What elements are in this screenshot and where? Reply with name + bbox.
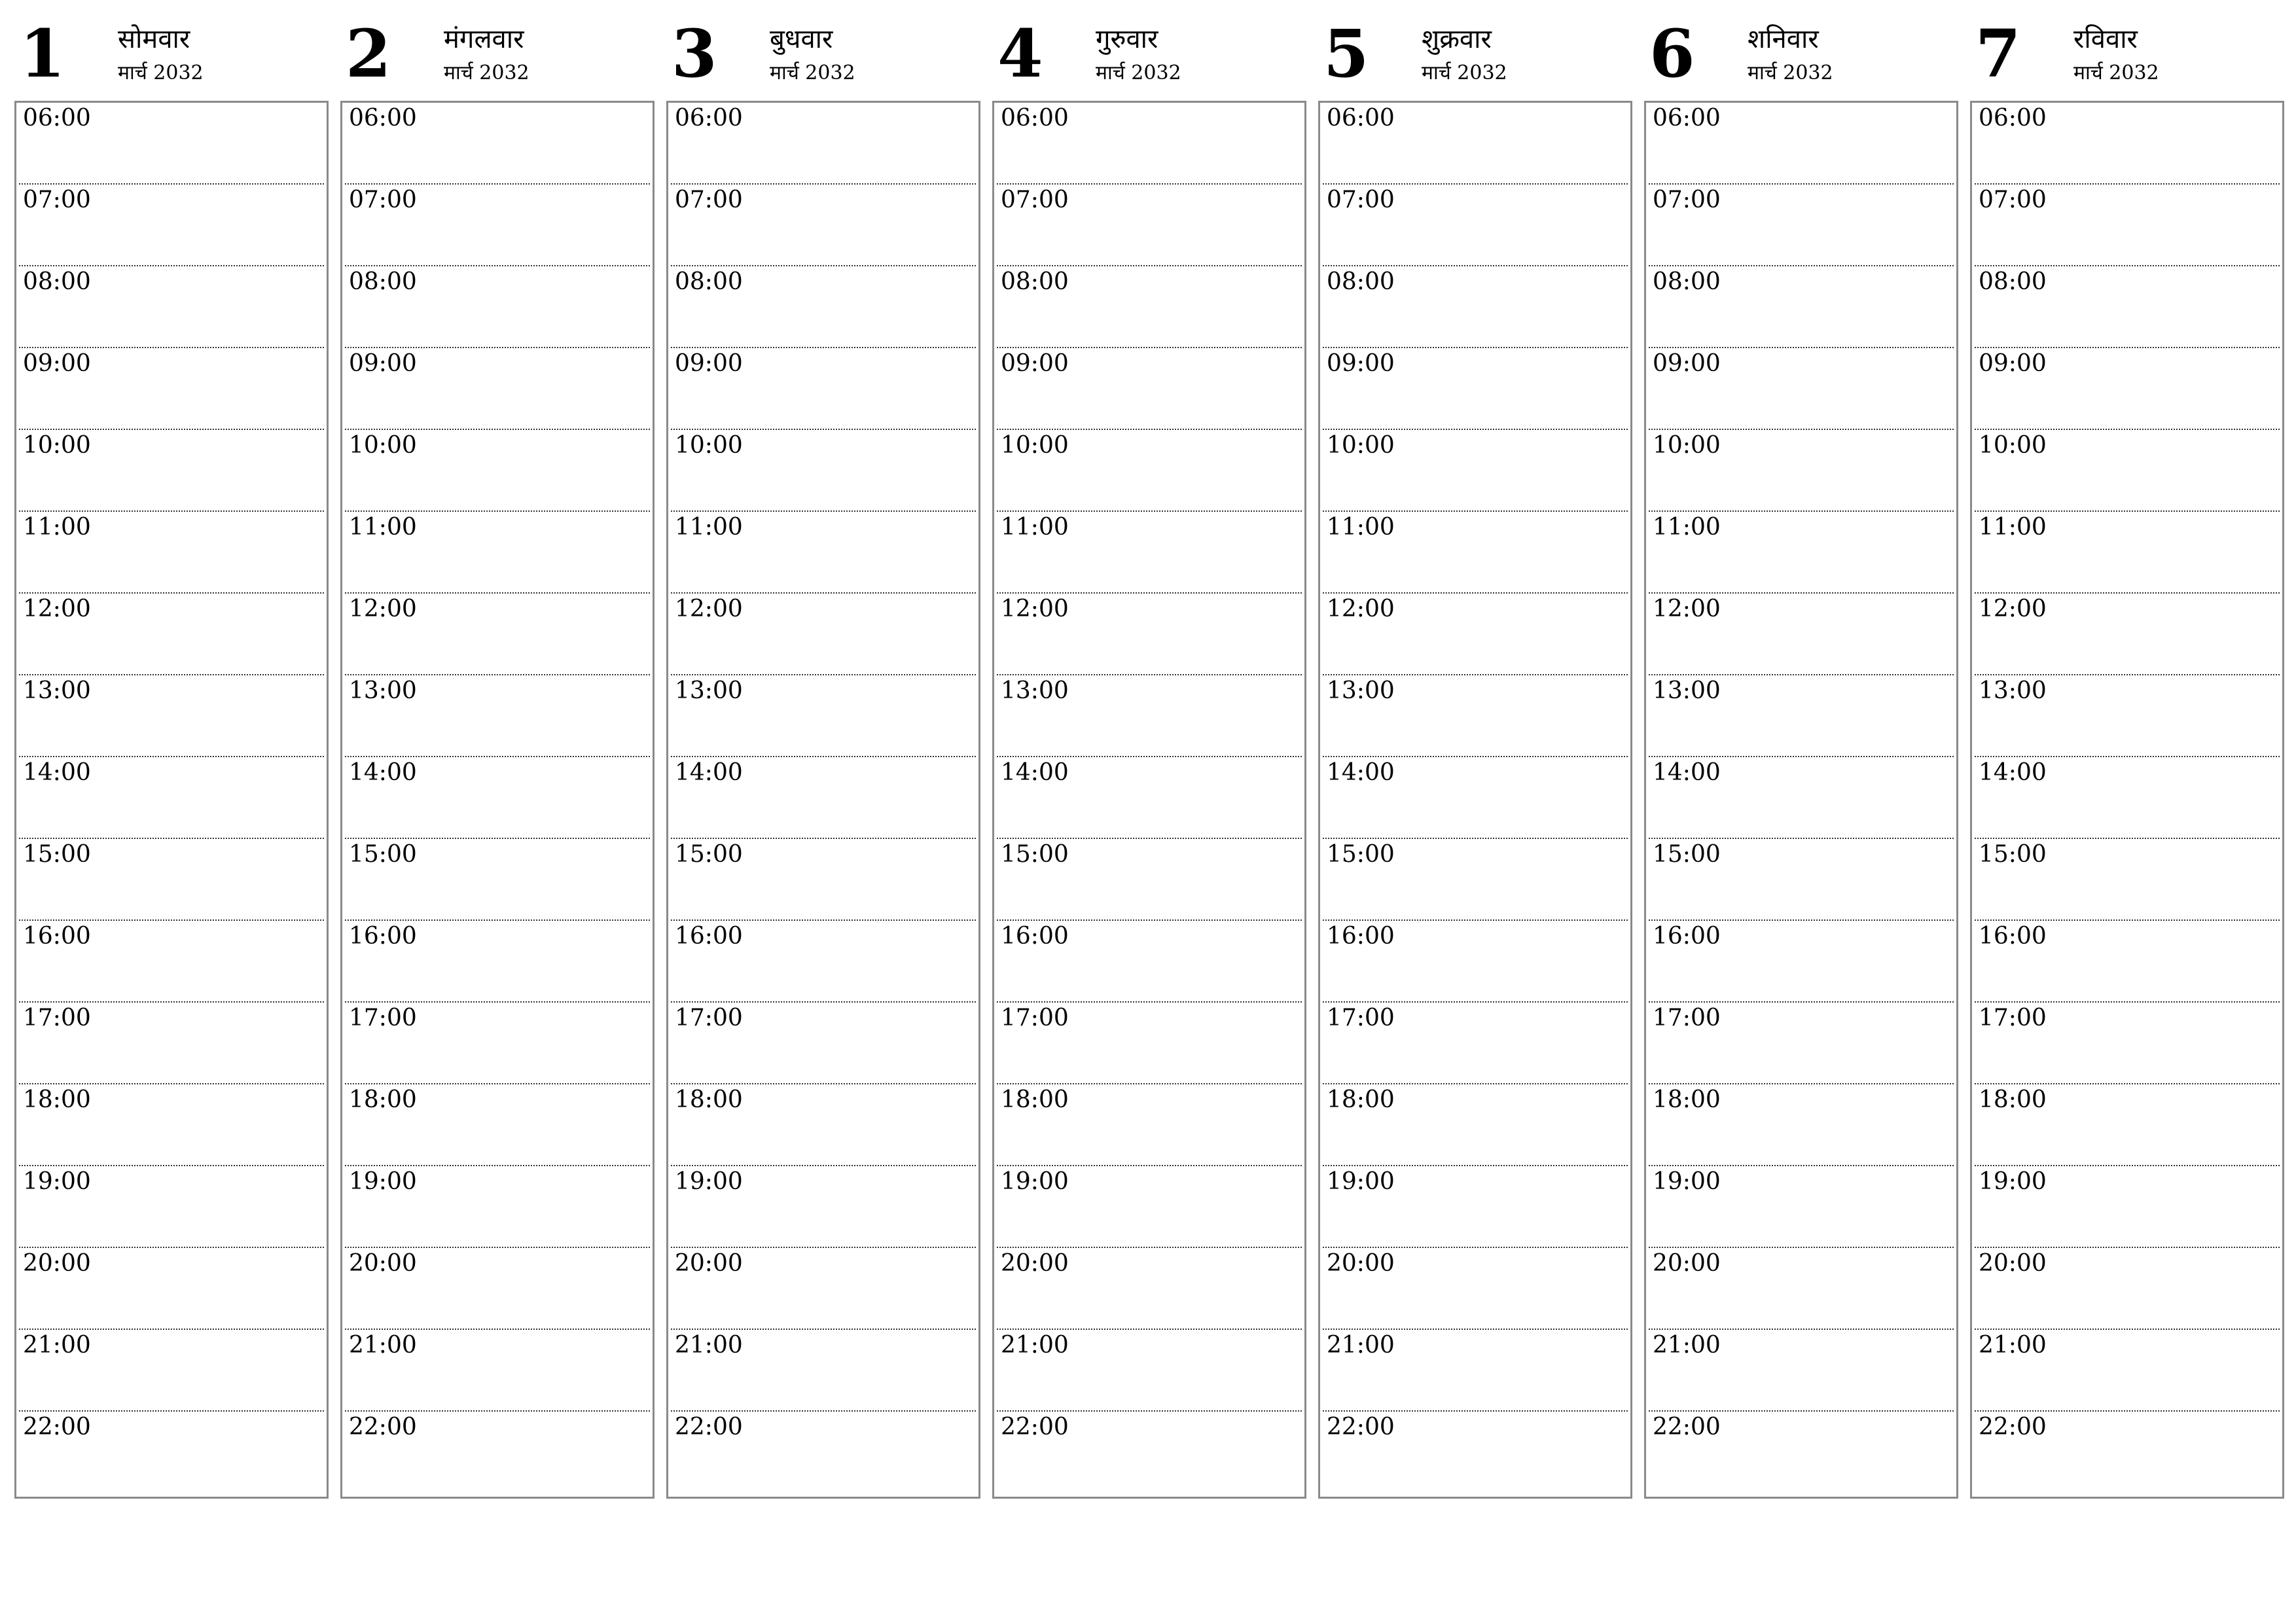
time-label: 18:00 [349,1086,417,1113]
time-slot[interactable] [1972,1412,2282,1493]
time-label: 16:00 [1979,923,2047,950]
time-label: 17:00 [349,1005,417,1031]
time-slot[interactable] [1646,594,1956,675]
time-slot[interactable] [16,594,327,675]
time-slot[interactable] [994,266,1304,348]
time-label: 13:00 [1979,677,2047,704]
time-slot[interactable] [16,1330,327,1412]
time-label: 20:00 [23,1250,91,1277]
time-slot[interactable] [16,757,327,839]
time-slot[interactable] [1972,103,2282,185]
time-slot[interactable] [1646,185,1956,266]
day-column [992,0,1305,1499]
time-label: 19:00 [349,1168,417,1195]
time-label: 13:00 [1001,677,1069,704]
time-slot[interactable] [1972,594,2282,675]
time-label: 11:00 [1001,514,1069,541]
time-slot[interactable] [1320,266,1630,348]
time-slot[interactable] [1646,512,1956,594]
time-slot[interactable] [1972,1084,2282,1166]
time-slot[interactable] [342,921,653,1003]
time-slot[interactable] [668,512,978,594]
day-header [1318,0,1631,98]
time-slot[interactable] [668,348,978,430]
time-label: 17:00 [1979,1005,2047,1031]
day-number: 6 [1649,15,1695,92]
time-label: 11:00 [349,514,417,541]
month-year-label: मार्च 2032 [770,62,855,84]
day-schedule-box [666,101,980,1499]
time-label: 19:00 [1979,1168,2047,1195]
time-label: 22:00 [349,1414,417,1440]
time-label: 08:00 [23,268,91,295]
time-slot[interactable] [1972,266,2282,348]
time-slot[interactable] [1972,1003,2282,1084]
time-slot[interactable] [994,430,1304,512]
day-header [1970,0,2283,98]
time-slot[interactable] [1646,921,1956,1003]
day-number: 5 [1323,15,1369,92]
day-number: 2 [346,15,391,92]
day-header [992,0,1305,98]
time-slot[interactable] [16,839,327,921]
day-schedule-box [992,101,1306,1499]
time-label: 15:00 [23,841,91,868]
time-label: 06:00 [1327,105,1395,132]
time-slot[interactable] [16,103,327,185]
time-slot[interactable] [1320,1084,1630,1166]
time-label: 11:00 [1327,514,1395,541]
month-year-label: मार्च 2032 [1748,62,1833,84]
time-slot[interactable] [994,1412,1304,1493]
time-label: 09:00 [1979,350,2047,377]
time-slot[interactable] [342,348,653,430]
time-slot[interactable] [16,675,327,757]
time-slot[interactable] [1320,1330,1630,1412]
time-label: 10:00 [1979,432,2047,459]
time-slot[interactable] [1646,1003,1956,1084]
time-label: 20:00 [349,1250,417,1277]
time-slot[interactable] [342,185,653,266]
time-slot[interactable] [16,1084,327,1166]
time-slot[interactable] [1972,1248,2282,1330]
time-label: 19:00 [23,1168,91,1195]
time-label: 18:00 [1327,1086,1395,1113]
time-slot[interactable] [342,839,653,921]
time-slot[interactable] [16,430,327,512]
time-label: 14:00 [1327,759,1395,786]
time-slot[interactable] [994,1003,1304,1084]
time-label: 16:00 [1653,923,1721,950]
time-slot[interactable] [1320,103,1630,185]
time-label: 18:00 [675,1086,743,1113]
time-label: 14:00 [23,759,91,786]
time-label: 15:00 [1979,841,2047,868]
time-slot[interactable] [1972,1166,2282,1248]
time-label: 14:00 [675,759,743,786]
time-label: 17:00 [1653,1005,1721,1031]
time-label: 17:00 [1001,1005,1069,1031]
time-slot[interactable] [1972,348,2282,430]
time-label: 13:00 [1327,677,1395,704]
day-header [340,0,653,98]
time-slot[interactable] [1646,266,1956,348]
time-label: 12:00 [23,596,91,622]
time-label: 11:00 [23,514,91,541]
day-number: 1 [20,15,65,92]
time-label: 09:00 [675,350,743,377]
time-slot[interactable] [994,921,1304,1003]
time-label: 07:00 [349,187,417,213]
time-label: 06:00 [1001,105,1069,132]
time-slot[interactable] [994,185,1304,266]
time-label: 08:00 [1001,268,1069,295]
time-label: 15:00 [1001,841,1069,868]
time-label: 13:00 [349,677,417,704]
month-year-label: मार्च 2032 [118,62,204,84]
time-label: 21:00 [1979,1332,2047,1359]
time-slot[interactable] [1972,430,2282,512]
time-slot[interactable] [1320,757,1630,839]
day-schedule-box [1970,101,2284,1499]
time-label: 11:00 [1979,514,2047,541]
time-slot[interactable] [668,1003,978,1084]
time-slot[interactable] [994,839,1304,921]
time-label: 13:00 [1653,677,1721,704]
time-label: 11:00 [1653,514,1721,541]
time-label: 22:00 [1979,1414,2047,1440]
time-label: 08:00 [349,268,417,295]
day-column [1644,0,1957,1499]
time-label: 16:00 [23,923,91,950]
time-slot[interactable] [1320,430,1630,512]
time-label: 19:00 [1653,1168,1721,1195]
time-slot[interactable] [16,348,327,430]
time-slot[interactable] [994,1084,1304,1166]
time-slot[interactable] [668,675,978,757]
time-slot[interactable] [1320,1003,1630,1084]
time-label: 22:00 [1327,1414,1395,1440]
time-label: 10:00 [675,432,743,459]
time-label: 10:00 [1327,432,1395,459]
time-slot[interactable] [16,266,327,348]
time-label: 10:00 [23,432,91,459]
day-schedule-box [340,101,655,1499]
time-slot[interactable] [342,757,653,839]
time-slot[interactable] [16,1248,327,1330]
time-slot[interactable] [342,594,653,675]
day-column [1970,0,2283,1499]
time-slot[interactable] [1646,348,1956,430]
time-label: 09:00 [1327,350,1395,377]
time-label: 07:00 [23,187,91,213]
time-label: 19:00 [1327,1168,1395,1195]
time-slot[interactable] [342,1248,653,1330]
time-slot[interactable] [1972,185,2282,266]
time-slot[interactable] [1320,185,1630,266]
day-header [14,0,327,98]
time-slot[interactable] [1646,839,1956,921]
weekday-name: शनिवार [1748,24,1819,54]
month-year-label: मार्च 2032 [2073,62,2159,84]
time-slot[interactable] [342,675,653,757]
time-label: 21:00 [1653,1332,1721,1359]
day-column [340,0,653,1499]
time-slot[interactable] [994,757,1304,839]
time-label: 07:00 [1979,187,2047,213]
time-slot[interactable] [668,921,978,1003]
time-label: 15:00 [1653,841,1721,868]
time-slot[interactable] [668,430,978,512]
time-slot[interactable] [994,1248,1304,1330]
time-label: 06:00 [23,105,91,132]
time-slot[interactable] [668,1330,978,1412]
day-number: 3 [672,15,717,92]
time-label: 12:00 [1001,596,1069,622]
weekday-name: सोमवार [118,24,190,54]
time-label: 17:00 [675,1005,743,1031]
time-label: 08:00 [1979,268,2047,295]
time-slot[interactable] [16,1166,327,1248]
time-slot[interactable] [1320,839,1630,921]
time-slot[interactable] [1646,1330,1956,1412]
day-header [666,0,979,98]
time-label: 18:00 [23,1086,91,1113]
time-label: 11:00 [675,514,743,541]
time-slot[interactable] [668,103,978,185]
time-slot[interactable] [994,594,1304,675]
time-slot[interactable] [1320,675,1630,757]
time-slot[interactable] [1320,1412,1630,1493]
time-label: 06:00 [349,105,417,132]
time-label: 10:00 [1001,432,1069,459]
day-column [1318,0,1631,1499]
time-label: 20:00 [1001,1250,1069,1277]
time-label: 14:00 [1001,759,1069,786]
time-label: 17:00 [1327,1005,1395,1031]
time-label: 06:00 [1979,105,2047,132]
time-slot[interactable] [342,1166,653,1248]
time-slot[interactable] [342,1084,653,1166]
time-slot[interactable] [342,512,653,594]
time-label: 20:00 [675,1250,743,1277]
time-label: 12:00 [349,596,417,622]
time-label: 15:00 [1327,841,1395,868]
time-label: 09:00 [1001,350,1069,377]
time-label: 18:00 [1653,1086,1721,1113]
time-label: 12:00 [1979,596,2047,622]
time-slot[interactable] [1972,512,2282,594]
time-label: 10:00 [349,432,417,459]
time-slot[interactable] [668,1084,978,1166]
time-label: 22:00 [1001,1414,1069,1440]
month-year-label: मार्च 2032 [1422,62,1507,84]
time-slot[interactable] [1646,675,1956,757]
day-column [666,0,979,1499]
time-label: 17:00 [23,1005,91,1031]
time-label: 16:00 [1001,923,1069,950]
time-slot[interactable] [1972,1330,2282,1412]
time-slot[interactable] [16,1412,327,1493]
time-label: 07:00 [1327,187,1395,213]
time-label: 10:00 [1653,432,1721,459]
time-label: 22:00 [675,1414,743,1440]
time-label: 07:00 [1001,187,1069,213]
day-number: 4 [997,15,1043,92]
time-slot[interactable] [668,266,978,348]
time-label: 06:00 [675,105,743,132]
weekday-name: शुक्रवार [1422,24,1492,54]
weekday-name: गुरुवार [1096,24,1158,54]
time-slot[interactable] [668,839,978,921]
time-slot[interactable] [668,185,978,266]
time-slot[interactable] [342,1003,653,1084]
time-slot[interactable] [994,512,1304,594]
day-schedule-box [14,101,329,1499]
time-slot[interactable] [1972,757,2282,839]
day-column [14,0,327,1499]
time-slot[interactable] [1972,921,2282,1003]
time-slot[interactable] [1320,512,1630,594]
day-schedule-box [1318,101,1632,1499]
time-slot[interactable] [994,1330,1304,1412]
time-label: 09:00 [23,350,91,377]
time-label: 06:00 [1653,105,1721,132]
time-slot[interactable] [342,1330,653,1412]
time-label: 21:00 [675,1332,743,1359]
time-label: 20:00 [1653,1250,1721,1277]
time-label: 18:00 [1979,1086,2047,1113]
time-label: 21:00 [23,1332,91,1359]
time-slot[interactable] [342,1412,653,1493]
time-label: 16:00 [1327,923,1395,950]
time-slot[interactable] [16,921,327,1003]
time-slot[interactable] [342,430,653,512]
time-slot[interactable] [994,103,1304,185]
month-year-label: मार्च 2032 [1096,62,1181,84]
day-number: 7 [1975,15,2021,92]
time-label: 13:00 [675,677,743,704]
time-slot[interactable] [668,1412,978,1493]
time-slot[interactable] [16,512,327,594]
time-slot[interactable] [1646,430,1956,512]
time-slot[interactable] [668,594,978,675]
day-header [1644,0,1957,98]
time-slot[interactable] [668,1248,978,1330]
time-slot[interactable] [1646,1084,1956,1166]
time-label: 14:00 [1653,759,1721,786]
time-label: 13:00 [23,677,91,704]
time-slot[interactable] [1320,1248,1630,1330]
time-slot[interactable] [16,1003,327,1084]
time-label: 21:00 [1001,1332,1069,1359]
time-slot[interactable] [668,1166,978,1248]
time-label: 16:00 [349,923,417,950]
time-label: 21:00 [1327,1332,1395,1359]
time-slot[interactable] [1646,1248,1956,1330]
time-slot[interactable] [1646,1166,1956,1248]
day-schedule-box [1644,101,1958,1499]
time-label: 15:00 [349,841,417,868]
time-label: 19:00 [1001,1168,1069,1195]
time-label: 09:00 [1653,350,1721,377]
time-label: 08:00 [675,268,743,295]
time-label: 08:00 [1653,268,1721,295]
time-slot[interactable] [1972,839,2282,921]
time-label: 07:00 [675,187,743,213]
time-label: 09:00 [349,350,417,377]
time-slot[interactable] [668,757,978,839]
time-slot[interactable] [1972,675,2282,757]
weekday-name: बुधवार [770,24,833,54]
month-year-label: मार्च 2032 [444,62,529,84]
time-slot[interactable] [342,266,653,348]
time-label: 15:00 [675,841,743,868]
time-label: 14:00 [349,759,417,786]
time-label: 21:00 [349,1332,417,1359]
time-label: 07:00 [1653,187,1721,213]
time-slot[interactable] [1646,1412,1956,1493]
time-slot[interactable] [342,103,653,185]
time-slot[interactable] [1646,103,1956,185]
time-label: 20:00 [1979,1250,2047,1277]
time-slot[interactable] [994,348,1304,430]
time-slot[interactable] [16,185,327,266]
time-slot[interactable] [1320,594,1630,675]
time-label: 18:00 [1001,1086,1069,1113]
time-label: 12:00 [1653,596,1721,622]
weekly-planner [14,0,2286,1499]
time-slot[interactable] [1646,757,1956,839]
time-label: 22:00 [23,1414,91,1440]
weekday-name: रविवार [2073,24,2138,54]
time-label: 14:00 [1979,759,2047,786]
time-label: 19:00 [675,1168,743,1195]
time-slot[interactable] [994,675,1304,757]
time-slot[interactable] [994,1166,1304,1248]
time-slot[interactable] [1320,1166,1630,1248]
time-slot[interactable] [1320,348,1630,430]
weekday-name: मंगलवार [444,24,524,54]
time-label: 16:00 [675,923,743,950]
time-label: 12:00 [675,596,743,622]
time-label: 12:00 [1327,596,1395,622]
time-label: 08:00 [1327,268,1395,295]
time-label: 22:00 [1653,1414,1721,1440]
time-slot[interactable] [1320,921,1630,1003]
time-label: 20:00 [1327,1250,1395,1277]
